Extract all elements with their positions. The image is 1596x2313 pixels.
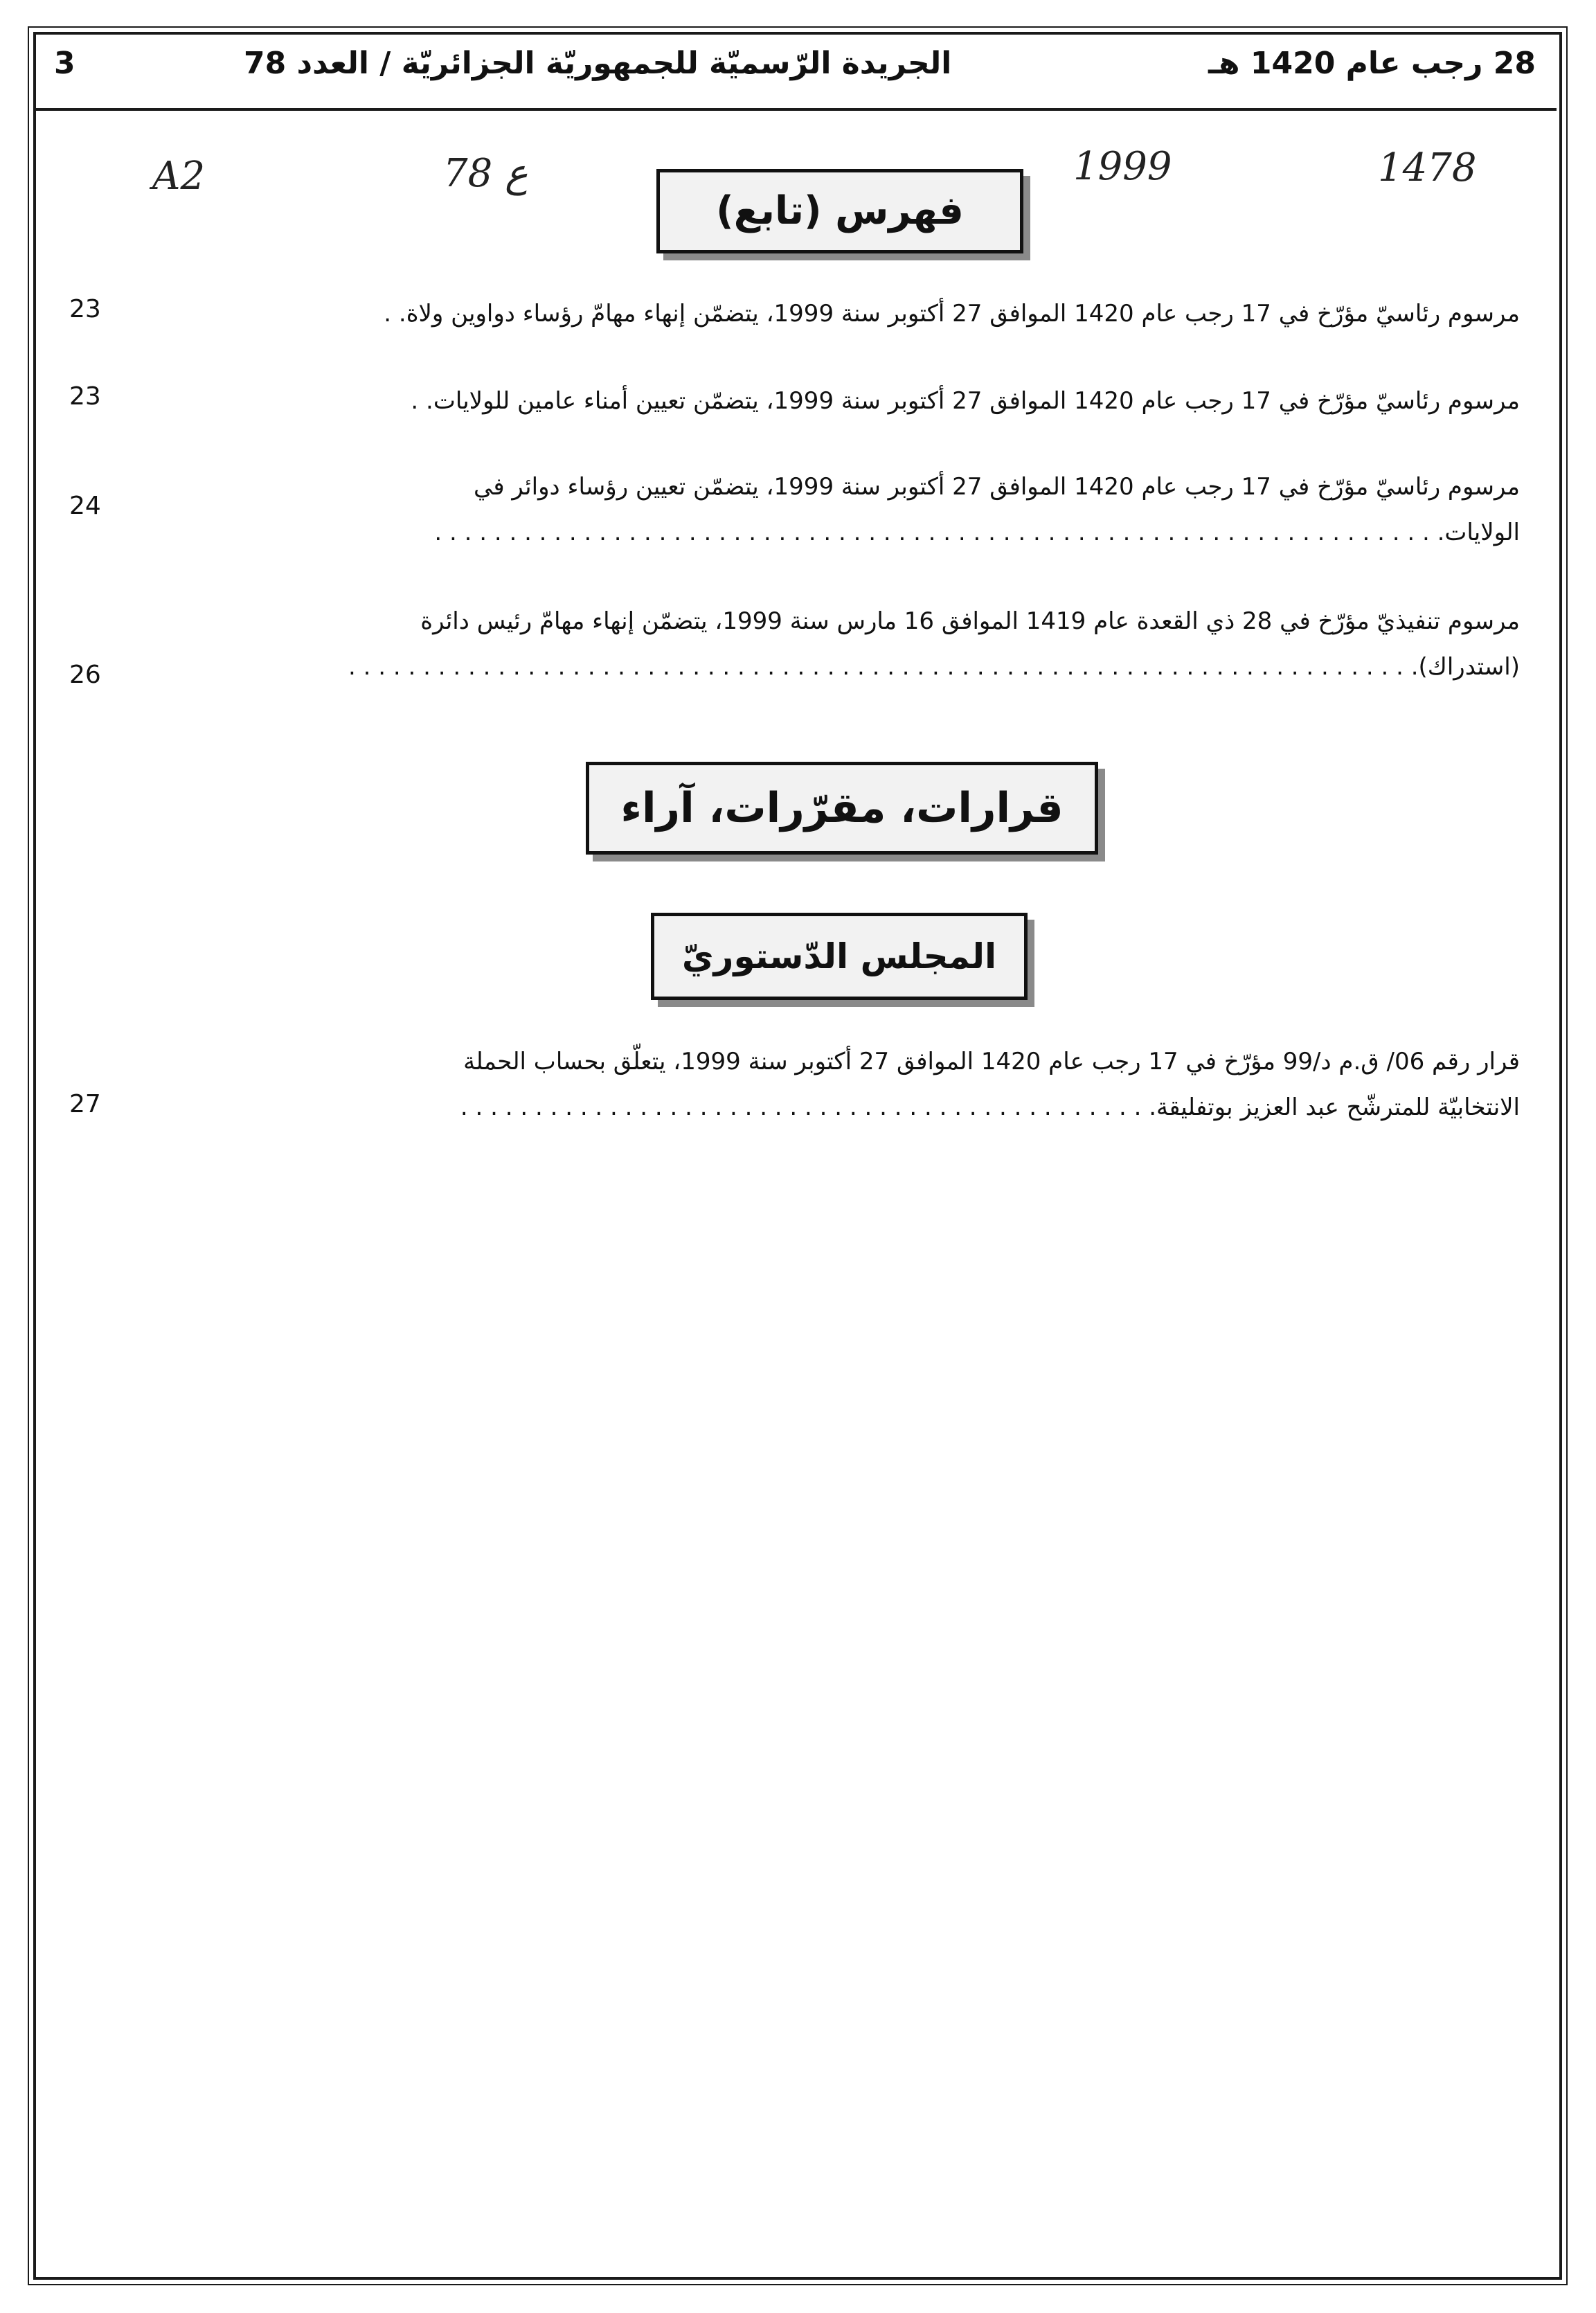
handwritten-note-issue: 78 ع bbox=[443, 151, 528, 196]
entry-3-line-1: مرسوم رئاسيّ مؤرّخ في 17 رجب عام 1420 الموافق 27 أكتوبر سنة 1999، يتضمّن تعيين رؤساء دوائر في bbox=[474, 473, 1520, 501]
entry-1-line-1: مرسوم رئاسيّ مؤرّخ في 17 رجب عام 1420 الموافق 27 أكتوبر سنة 1999، يتضمّن إنهاء مهامّ رؤساء دواوين ولاة. . bbox=[384, 300, 1520, 328]
section-decisions: قرارات، مقرّرات، آراء bbox=[586, 762, 1098, 855]
index-entry-5 bbox=[173, 1039, 1520, 1130]
entry-4-line-2: (استدراك). . . . . . . . . . . . . . . . . . . . . . . . . . . . . . . . . . . . . . . . . . . . . . . . . . . . . . . . . . . . . . . . . . . . . . . . bbox=[348, 653, 1520, 681]
index-entry-3 bbox=[173, 464, 1520, 555]
section-index-continued: فهرس (تابع) bbox=[656, 169, 1023, 253]
entry-1-page: 23 bbox=[69, 295, 101, 323]
entry-4-page: 26 bbox=[69, 661, 101, 689]
page-number: 3 bbox=[54, 46, 75, 81]
entry-2-line-1: مرسوم رئاسيّ مؤرّخ في 17 رجب عام 1420 الموافق 27 أكتوبر سنة 1999، يتضمّن تعيين أمناء عامين للولايات. . bbox=[411, 387, 1520, 415]
index-entry-4 bbox=[173, 598, 1520, 690]
issue-date: 28 رجب عام 1420 هـ bbox=[1208, 46, 1536, 81]
entry-4-line-1: مرسوم تنفيذيّ مؤرّخ في 28 ذي القعدة عام 1419 الموافق 16 مارس سنة 1999، يتضمّن إنهاء مهامّ رئيس دائرة bbox=[420, 607, 1520, 635]
handwritten-note-number: 1478 bbox=[1378, 145, 1477, 190]
entry-3-line-2: الولايات. . . . . . . . . . . . . . . . . . . . . . . . . . . . . . . . . . . . . . . . . . . . . . . . . . . . . . . . . . . . . . . . . . . . bbox=[434, 519, 1520, 546]
entry-5-line-1: قرار رقم 06/ ق.م د/99 مؤرّخ في 17 رجب عام 1420 الموافق 27 أكتوبر سنة 1999، يتعلّق بحساب الحملة bbox=[463, 1048, 1520, 1075]
handwritten-note-year: 1999 bbox=[1073, 144, 1172, 189]
entry-5-line-2: الانتخابيّة للمترشّح عبد العزيز بوتفليقة. . . . . . . . . . . . . . . . . . . . . . . . . . . . . . . . . . . . . . . . . . . . . . . bbox=[460, 1093, 1520, 1121]
entry-2-page: 23 bbox=[69, 382, 101, 411]
index-entry-2 bbox=[173, 378, 1520, 424]
page-frame bbox=[33, 32, 1562, 2280]
gazette-title: الجريدة الرّسميّة للجمهوريّة الجزائريّة / العدد 78 bbox=[244, 46, 952, 81]
handwritten-note-a2: A2 bbox=[152, 154, 206, 199]
page-header bbox=[36, 35, 1557, 111]
entry-5-page: 27 bbox=[69, 1090, 101, 1118]
entry-3-page: 24 bbox=[69, 492, 101, 520]
section-constitutional-council: المجلس الدّستوريّ bbox=[651, 913, 1028, 1000]
index-entry-1 bbox=[173, 291, 1520, 337]
